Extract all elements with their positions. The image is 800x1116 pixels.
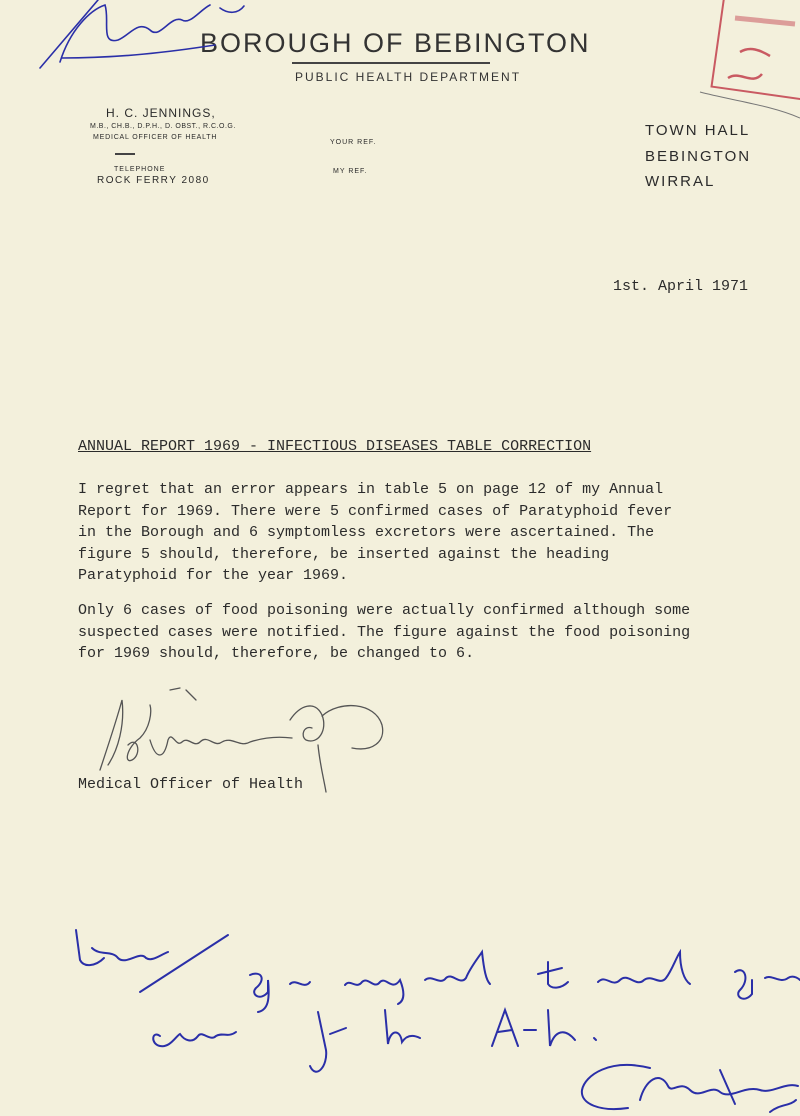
handwritten-note	[76, 930, 800, 1112]
address-line-2: BEBINGTON	[645, 148, 752, 165]
officer-title: MEDICAL OFFICER OF HEALTH	[93, 134, 218, 141]
paragraph-line: Report for 1969. There were 5 confirmed cases of Paratyphoid fever	[78, 502, 673, 520]
my-ref-label: MY REF.	[333, 168, 368, 175]
paragraph-line: in the Borough and 6 symptomless excretors were ascertained. The	[78, 524, 655, 541]
paragraph-line: suspected cases were notified. The figure against the food poisoning	[78, 623, 691, 641]
paragraph-line: I regret that an error appears in table 5 on page 12 of my Annual	[78, 481, 664, 498]
officer-signature	[100, 688, 383, 792]
telephone-number: ROCK FERRY 2080	[97, 175, 210, 186]
letter-date: 1st. April 1971	[613, 278, 749, 295]
paragraph-line: for 1969 should, therefore, be changed to 6.	[78, 645, 475, 662]
paragraph-line: figure 5 should, therefore, be inserted against the heading	[78, 545, 610, 563]
borough-title: BOROUGH OF BEBINGTON	[200, 28, 591, 58]
paragraph-line: Only 6 cases of food poisoning were actually confirmed although some	[78, 602, 691, 619]
officer-qualifications: M.B., CH.B., D.P.H., D. OBST., R.C.O.G.	[90, 123, 236, 130]
department-name: PUBLIC HEALTH DEPARTMENT	[295, 70, 522, 84]
letter-subject: ANNUAL REPORT 1969 - INFECTIOUS DISEASES TABLE CORRECTION	[78, 438, 592, 455]
officer-name: H. C. JENNINGS,	[106, 106, 216, 120]
address-line-1: TOWN HALL	[645, 122, 751, 139]
telephone-label: TELEPHONE	[114, 166, 166, 173]
paragraph-line: Paratyphoid for the year 1969.	[78, 567, 349, 584]
your-ref-label: YOUR REF.	[330, 139, 377, 146]
address-line-3: WIRRAL	[645, 173, 716, 190]
signoff-title: Medical Officer of Health	[78, 776, 304, 793]
received-stamp	[700, 0, 800, 118]
top-scrawl	[40, 0, 244, 68]
